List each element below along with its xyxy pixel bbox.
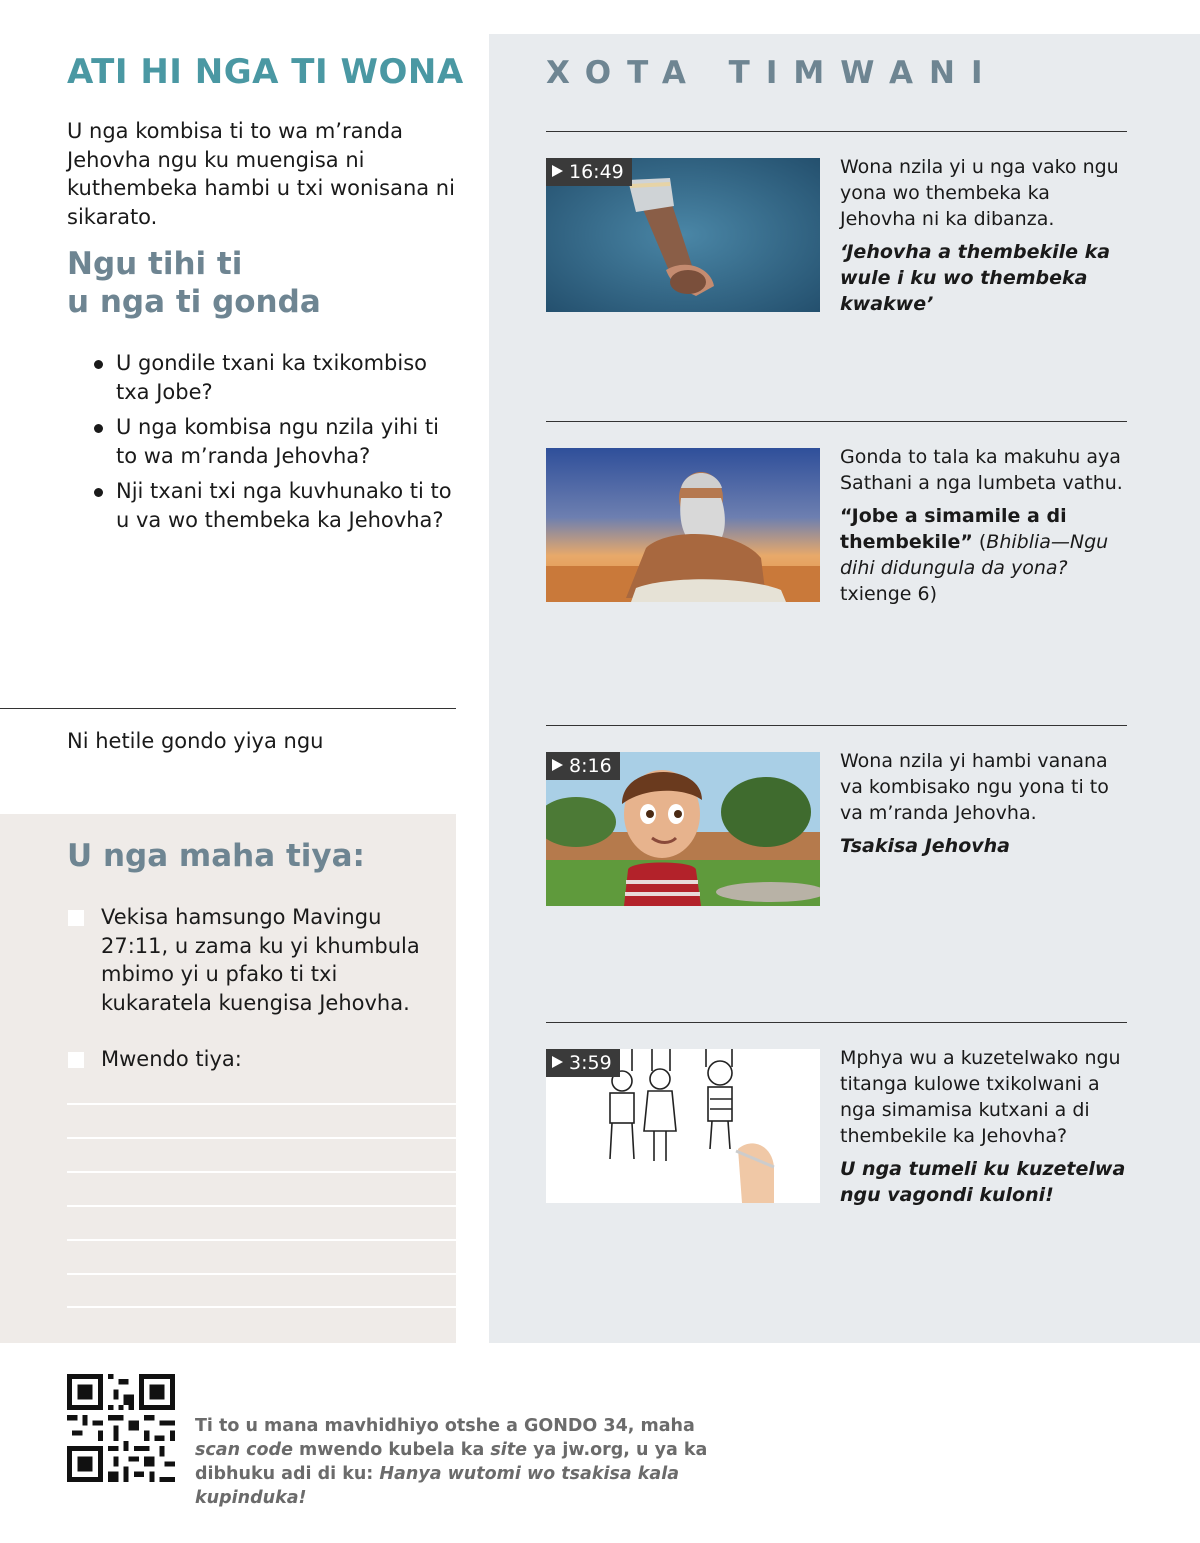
learn-heading [67, 245, 321, 321]
duration-badge: 3:59 [546, 1049, 620, 1077]
explore-heading: XOTA TIMWANI [546, 55, 999, 91]
write-line[interactable] [67, 1273, 456, 1275]
learn-heading-line1: Ngu tihi ti [67, 246, 243, 282]
video-thumbnail-3[interactable] [546, 752, 820, 906]
bullet-icon [94, 424, 103, 433]
divider [546, 421, 1127, 422]
job-sitting-image [546, 448, 820, 602]
video-description-1: Wona nzila yi u nga vako ngu yona wo thembeka ka Jehovha ni ka dibanza. [840, 156, 1119, 230]
book-title-link[interactable]: Hanya wutomi wo tsakisa kala kupinduka! [195, 1464, 680, 1508]
duration-badge: 8:16 [546, 752, 620, 780]
goals-heading: U nga maha tiya: [67, 838, 365, 874]
divider [0, 708, 456, 709]
video-description-4: Mphya wu a kuzetelwako ngu titanga kulowe txikolwani a nga simamisa kutxani a di thembekile ka Jehovha? [840, 1047, 1121, 1147]
goal-checkbox-1[interactable] [68, 910, 84, 926]
divider [546, 1022, 1127, 1023]
goals-box [0, 814, 456, 1343]
play-icon [552, 1056, 563, 1068]
goal-checkbox-2[interactable] [68, 1052, 84, 1068]
duration-badge: 16:49 [546, 158, 632, 186]
list-item: Nji txani txi nga kuvhunako ti to u va wo thembeka ka Jehovha? [92, 477, 462, 534]
learn-heading-line2: u nga ti gonda [67, 284, 321, 320]
list-item: U gondile txani ka txikombiso txa Jobe? [92, 349, 462, 406]
video-link-1[interactable]: ‘Jehovha a thembekile ka wule i ku wo thembeka kwakwe’ [840, 241, 1111, 315]
video-thumbnail-4[interactable] [546, 1049, 820, 1203]
divider [546, 131, 1127, 132]
write-line[interactable] [67, 1171, 456, 1173]
write-line[interactable] [67, 1205, 456, 1207]
play-icon [552, 759, 563, 771]
write-line[interactable] [67, 1137, 456, 1139]
write-line[interactable] [67, 1306, 456, 1308]
page-title: ATI HI NGA TI WONA [67, 52, 464, 92]
bullet-icon [94, 488, 103, 497]
divider [546, 725, 1127, 726]
bullet-icon [94, 360, 103, 369]
goal-item-2: Mwendo tiya: [101, 1047, 242, 1071]
qr-code-icon[interactable] [67, 1374, 175, 1482]
list-item: U nga kombisa ngu nzila yihi ti to wa m’randa Jehovha? [92, 413, 462, 470]
review-questions [92, 349, 462, 541]
video-link-2[interactable]: “Jobe a simamile a di thembekile” (Bhiblia—Ngu dihi didungula da yona? txienge 6) [840, 505, 1109, 605]
goal-item-1: Vekisa hamsungo Mavingu 27:11, u zama ku yi khumbula mbimo yi u pfako ti txi kukaratela kuengisa Jehovha. [101, 905, 420, 1015]
video-link-4[interactable]: U nga tumeli ku kuzetelwa ngu vagondi kuloni! [840, 1158, 1126, 1206]
footer-note: Ti to u mana mavhidhiyo otshe a GONDO 34, maha scan code mwendo kubela ka site ya jw.org, u ya ka dibhuku adi di ku: Hanya wutomi wo tsakisa kala kupinduka! [195, 1416, 708, 1508]
video-thumbnail-2[interactable] [546, 448, 820, 602]
video-link-3[interactable]: Tsakisa Jehovha [840, 835, 1010, 857]
write-line[interactable] [67, 1103, 456, 1105]
play-icon [552, 165, 563, 177]
intro-paragraph: U nga kombisa ti to wa m’randa Jehovha ngu ku muengisa ni kuthembeka hambi u txi wonisana ni sikarato. [67, 119, 455, 229]
video-description-3: Wona nzila yi hambi vanana va kombisako ngu yona ti to va m’randa Jehovha. [840, 750, 1109, 824]
video-description-2: Gonda to tala ka makuhu aya Sathani a nga lumbeta vathu. [840, 446, 1123, 494]
video-thumbnail-1[interactable] [546, 158, 820, 312]
completed-note-label: Ni hetile gondo yiya ngu [67, 729, 324, 753]
write-line[interactable] [67, 1239, 456, 1241]
